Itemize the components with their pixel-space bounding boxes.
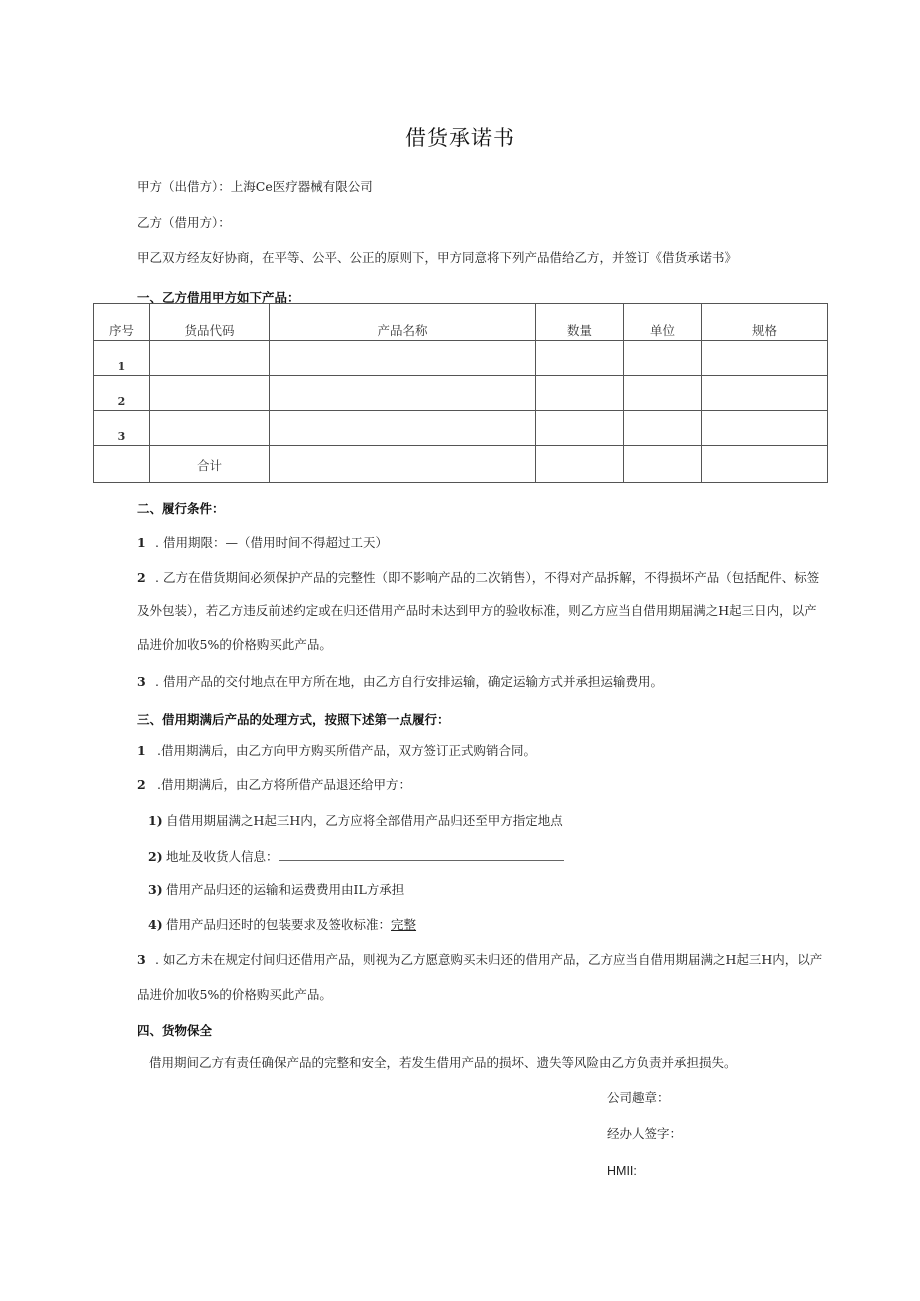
party-b: 乙方（借用方）： <box>137 215 231 230</box>
cell <box>624 411 702 446</box>
header-quantity: 数量 <box>536 304 624 341</box>
packaging-standard-value: 完整 <box>391 917 417 932</box>
cell <box>536 376 624 411</box>
header-name: 产品名称 <box>270 304 536 341</box>
goods-table <box>93 303 828 483</box>
party-a: 甲方（出借方）：上海Ce医疗器械有限公司 <box>137 179 373 194</box>
table-row <box>94 341 828 376</box>
cell <box>150 411 270 446</box>
clause-text: . 借用期限：—（借用时间不得超过工天） <box>155 535 388 550</box>
row-index: 3 <box>94 411 150 446</box>
header-code: 货品代码 <box>150 304 270 341</box>
cell <box>94 446 150 483</box>
row-index: 1 <box>94 341 150 376</box>
cell <box>150 341 270 376</box>
cell <box>536 411 624 446</box>
section3-heading: 三、借用期满后产品的处理方式，按照下述第一点履行： <box>137 712 450 727</box>
clause-text: . 如乙方未在规定付间归还借用产品，则视为乙方愿意购买未归还的借用产品，乙方应当自借用期届满之H起三H内，以产 <box>155 952 823 967</box>
company-seal-label: 公司趣章： <box>607 1090 670 1105</box>
clause-text: . 乙方在借货期间必须保护产品的完整性（即不影响产品的二次销售），不得对产品拆解，不得损坏产品（包括配件、标签 <box>155 570 820 585</box>
clause-2-2-line2: 及外包装），若乙方违反前述约定或在归还借用产品时未达到甲方的验收标准，则乙方应当自借用期届满之H起三日内，以产 <box>137 603 817 618</box>
document-title: 借货承诺书 <box>405 126 515 150</box>
clause-number: 2 <box>137 570 146 585</box>
total-label: 合计 <box>150 446 270 483</box>
date-label: HMII: <box>607 1164 637 1178</box>
subclause-1 <box>148 813 563 829</box>
table-total-row <box>94 446 828 483</box>
cell <box>702 446 828 483</box>
clause-2-2 <box>137 570 819 586</box>
section4-heading: 四、货物保全 <box>137 1023 213 1038</box>
section4-text: 借用期间乙方有责任确保产品的完整和安全，若发生借用产品的损坏、遗失等风险由乙方负责并承担损失。 <box>149 1055 737 1070</box>
clause-2-2-line3: 品进价加收5%的价格购买此产品。 <box>137 637 332 652</box>
cell <box>270 376 536 411</box>
subclause-number: 4) <box>148 917 163 932</box>
subclause-text: 地址及收货人信息： <box>166 849 279 864</box>
signer-label: 经办人签字： <box>607 1126 683 1141</box>
cell <box>270 411 536 446</box>
clause-3-3-line2: 品进价加收5%的价格购买此产品。 <box>137 987 332 1002</box>
subclause-text: 借用产品归还时的包装要求及签收标准： <box>166 917 392 932</box>
clause-number: 1 <box>137 535 146 550</box>
clause-3-2 <box>137 777 411 793</box>
cell <box>624 446 702 483</box>
clause-text: . 借用产品的交付地点在甲方所在地，由乙方自行安排运输，确定运输方式并承担运输费用。 <box>155 674 663 689</box>
section2-heading: 二、履行条件： <box>137 501 225 516</box>
cell <box>702 411 828 446</box>
clause-number: 1 <box>137 743 146 758</box>
clause-2-1 <box>137 535 388 551</box>
cell <box>150 376 270 411</box>
clause-3-3 <box>137 952 822 968</box>
subclause-number: 1) <box>148 813 163 828</box>
clause-number: 3 <box>137 674 146 689</box>
clause-number: 2 <box>137 777 146 792</box>
subclause-2 <box>148 849 564 865</box>
clause-text: .借用期满后，由乙方将所借产品退还给甲方： <box>157 777 411 792</box>
table-row <box>94 376 828 411</box>
clause-3-1 <box>137 743 536 759</box>
clause-text: .借用期满后，由乙方向甲方购买所借产品，双方签订正式购销合同。 <box>157 743 536 758</box>
cell <box>270 446 536 483</box>
subclause-3 <box>148 882 404 898</box>
intro-paragraph: 甲乙双方经友好协商，在平等、公平、公正的原则下，甲方同意将下列产品借给乙方，并签订《借货承诺书》 <box>137 250 738 265</box>
cell <box>702 341 828 376</box>
subclause-4 <box>148 917 416 933</box>
cell <box>270 341 536 376</box>
subclause-number: 3) <box>148 882 163 897</box>
subclause-text: 借用产品归还的运输和运费费用由IL方承担 <box>166 882 405 897</box>
cell <box>536 341 624 376</box>
subclause-number: 2) <box>148 849 163 864</box>
section1-heading: 一、乙方借用甲方如下产品： <box>137 290 300 305</box>
header-spec: 规格 <box>702 304 828 341</box>
cell <box>536 446 624 483</box>
clause-2-3 <box>137 674 663 690</box>
subclause-text: 自借用期届满之H起三H内，乙方应将全部借用产品归还至甲方指定地点 <box>166 813 563 828</box>
cell <box>702 376 828 411</box>
cell <box>624 376 702 411</box>
table-row <box>94 411 828 446</box>
header-index: 序号 <box>94 304 150 341</box>
row-index: 2 <box>94 376 150 411</box>
header-unit: 单位 <box>624 304 702 341</box>
clause-number: 3 <box>137 952 146 967</box>
table-header-row <box>94 304 828 341</box>
address-blank-line <box>279 850 564 861</box>
cell <box>624 341 702 376</box>
